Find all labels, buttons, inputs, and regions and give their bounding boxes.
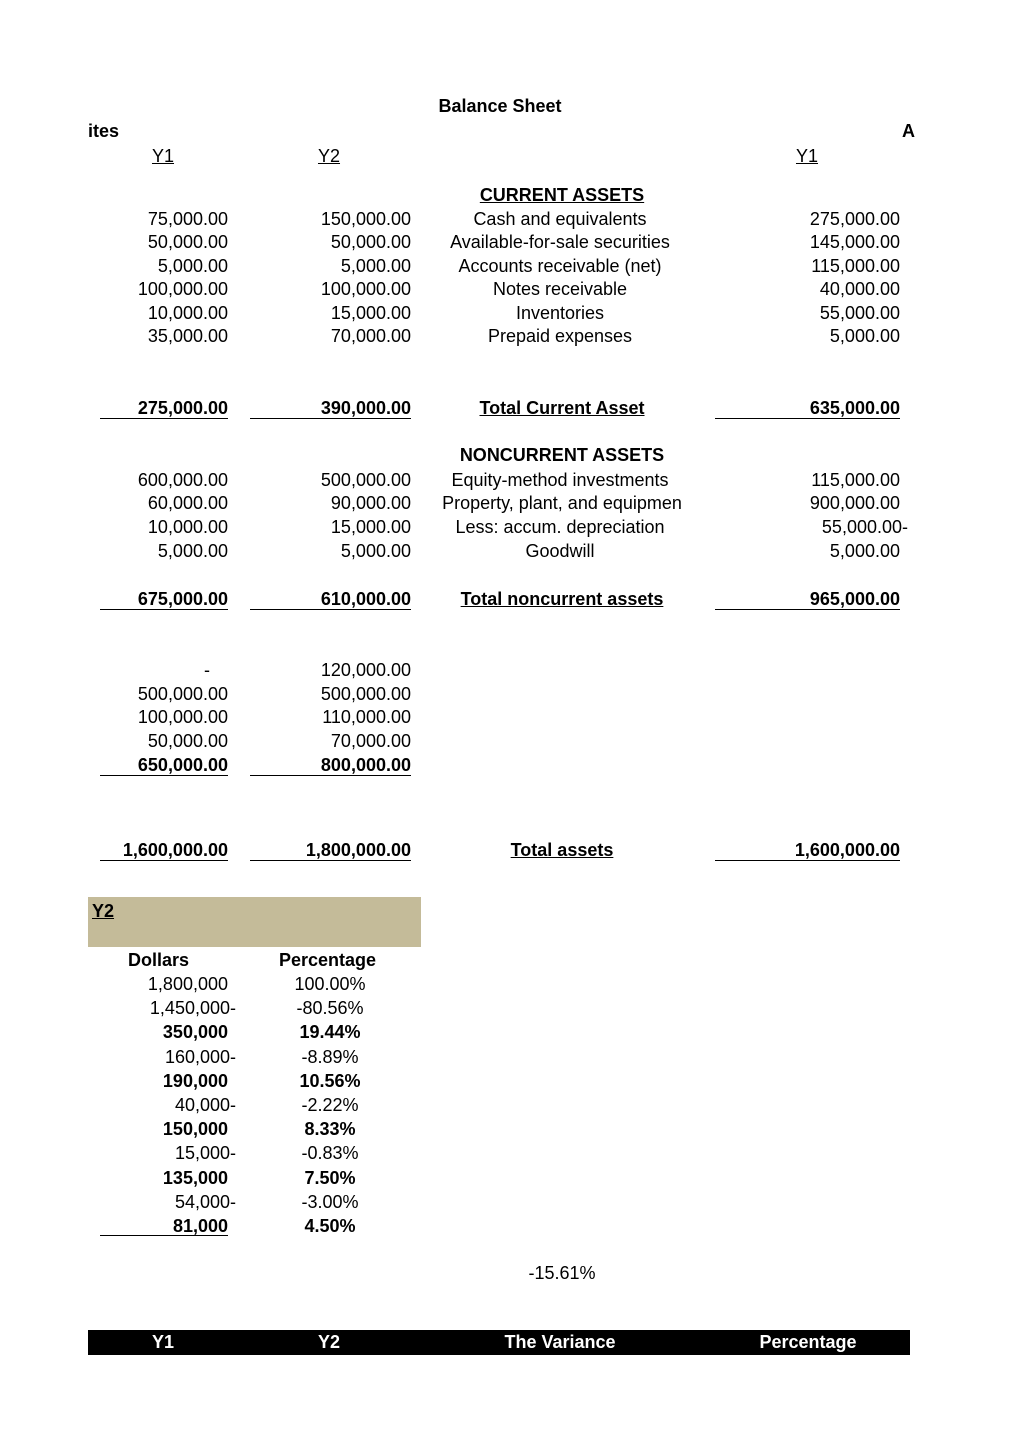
footer-col-variance: The Variance <box>504 1332 616 1352</box>
cell-y2: 100,000.00 <box>320 279 411 299</box>
y2-percentage: -2.22% <box>301 1095 359 1115</box>
total-y2: 1,800,000.00 <box>305 840 411 860</box>
cell-y2: 5,000.00 <box>340 256 411 276</box>
cell-y1: 35,000.00 <box>147 326 228 346</box>
row-label: Cash and equivalents <box>473 209 647 229</box>
total-underline <box>250 775 411 776</box>
cell-y2: 70,000.00 <box>330 731 411 751</box>
y2-dollars: 81,000 <box>172 1216 228 1236</box>
total-right-y1: 965,000.00 <box>809 589 900 609</box>
total-y1: 1,600,000.00 <box>122 840 228 860</box>
total-y2: 610,000.00 <box>320 589 411 609</box>
row-label: Notes receivable <box>492 279 628 299</box>
total-underline <box>100 860 228 861</box>
footer-col-percentage: Percentage <box>759 1332 857 1352</box>
y2-percentage: -8.89% <box>301 1047 359 1067</box>
current-assets-heading: CURRENT ASSETS <box>479 185 645 205</box>
row-label: Less: accum. depreciation <box>455 517 665 537</box>
cell-right-y1: 275,000.00 <box>809 209 900 229</box>
cell-y1: 10,000.00 <box>147 517 228 537</box>
y2-percentage: 8.33% <box>304 1119 356 1139</box>
y2-dollars: 40,000- <box>174 1095 236 1115</box>
cell-y1: 100,000.00 <box>137 707 228 727</box>
cell-y1: 5,000.00 <box>157 256 228 276</box>
cell-right-y1: 5,000.00 <box>829 541 900 561</box>
cell-right-y1: 115,000.00 <box>811 256 900 276</box>
cell-y1: - <box>204 660 210 680</box>
cell-right-y1: 55,000.00- <box>821 517 908 537</box>
total-label: Total Current Asset <box>479 398 645 418</box>
cell-right-y1: 40,000.00 <box>819 279 900 299</box>
col-header-y1: Y1 <box>151 146 175 166</box>
total-right-y1: 1,600,000.00 <box>794 840 900 860</box>
cell-y2: 50,000.00 <box>330 232 411 252</box>
y2-dollars: 135,000 <box>162 1168 228 1188</box>
cell-y2: 90,000.00 <box>330 493 411 513</box>
y2-percentage: 100.00% <box>294 974 366 994</box>
sheet-title: Balance Sheet <box>438 96 562 116</box>
cell-y1: 75,000.00 <box>147 209 228 229</box>
cell-y2: 15,000.00 <box>330 303 411 323</box>
total-y1: 275,000.00 <box>137 398 228 418</box>
col-header-dollars: Dollars <box>128 950 190 970</box>
total-underline <box>250 609 411 610</box>
cell-y2: 70,000.00 <box>330 326 411 346</box>
y2-percentage: -3.00% <box>301 1192 359 1212</box>
total-y2: 390,000.00 <box>320 398 411 418</box>
y2-percentage: 7.50% <box>304 1168 356 1188</box>
cell-right-y1: 115,000.00 <box>811 470 900 490</box>
cell-y2: 15,000.00 <box>330 517 411 537</box>
y2-dollars: 160,000- <box>164 1047 236 1067</box>
cell-y1: 50,000.00 <box>147 232 228 252</box>
cell-right-y1: 5,000.00 <box>829 326 900 346</box>
total-underline <box>715 609 900 610</box>
y2-percentage: -0.83% <box>301 1143 359 1163</box>
footer-header-bar <box>88 1330 910 1355</box>
total-y2: 800,000.00 <box>320 755 411 775</box>
right-cut-label: A <box>902 121 915 141</box>
cell-y2: 120,000.00 <box>320 660 411 680</box>
col-header-y2: Y2 <box>317 146 341 166</box>
cell-y1: 100,000.00 <box>137 279 228 299</box>
cell-y1: 50,000.00 <box>147 731 228 751</box>
variance-value: -15.61% <box>528 1263 596 1283</box>
y2-dollars: 350,000 <box>162 1022 228 1042</box>
total-underline <box>250 418 411 419</box>
cell-right-y1: 145,000.00 <box>809 232 900 252</box>
total-underline <box>250 860 411 861</box>
total-underline <box>100 418 228 419</box>
cell-y1: 5,000.00 <box>157 541 228 561</box>
col-header-right-y1: Y1 <box>795 146 819 166</box>
total-underline <box>715 860 900 861</box>
y2-percentage: -80.56% <box>296 998 364 1018</box>
row-label: Available-for-sale securities <box>450 232 670 252</box>
row-label: Equity-method investments <box>451 470 669 490</box>
cell-y2: 5,000.00 <box>340 541 411 561</box>
total-underline <box>715 418 900 419</box>
total-label: Total assets <box>510 840 614 860</box>
y2-percentage: 19.44% <box>299 1022 361 1042</box>
left-cut-label: ites <box>88 121 120 141</box>
row-label: Prepaid expenses <box>487 326 633 346</box>
y2-final-underline <box>100 1235 228 1236</box>
cell-right-y1: 55,000.00 <box>819 303 900 323</box>
row-label: Goodwill <box>525 541 595 561</box>
cell-y1: 10,000.00 <box>147 303 228 323</box>
total-underline <box>100 775 228 776</box>
cell-y2: 500,000.00 <box>320 470 411 490</box>
col-header-percentage: Percentage <box>279 950 377 970</box>
total-label: Total noncurrent assets <box>460 589 664 609</box>
row-label: Property, plant, and equipmen <box>442 493 682 513</box>
cell-y1: 600,000.00 <box>137 470 228 490</box>
footer-col-y1: Y1 <box>151 1332 175 1352</box>
y2-dollars: 150,000 <box>162 1119 228 1139</box>
cell-y1: 500,000.00 <box>137 684 228 704</box>
cell-y1: 60,000.00 <box>147 493 228 513</box>
y2-dollars: 54,000- <box>174 1192 236 1212</box>
cell-y2: 110,000.00 <box>322 707 411 727</box>
total-y1: 675,000.00 <box>137 589 228 609</box>
y2-dollars: 190,000 <box>162 1071 228 1091</box>
y2-dollars: 1,450,000- <box>149 998 236 1018</box>
y2-dollars: 15,000- <box>174 1143 236 1163</box>
row-label: Accounts receivable (net) <box>458 256 662 276</box>
noncurrent-assets-heading: NONCURRENT ASSETS <box>459 445 665 465</box>
total-right-y1: 635,000.00 <box>809 398 900 418</box>
total-underline <box>100 609 228 610</box>
footer-col-y2: Y2 <box>317 1332 341 1352</box>
cell-y2: 500,000.00 <box>320 684 411 704</box>
cell-y2: 150,000.00 <box>320 209 411 229</box>
total-y1: 650,000.00 <box>137 755 228 775</box>
y2-percentage: 4.50% <box>304 1216 356 1236</box>
y2-section-band <box>88 897 421 947</box>
y2-dollars: 1,800,000 <box>147 974 228 994</box>
y2-band-label: Y2 <box>92 901 115 921</box>
row-label: Inventories <box>515 303 605 323</box>
cell-right-y1: 900,000.00 <box>809 493 900 513</box>
y2-percentage: 10.56% <box>299 1071 361 1091</box>
